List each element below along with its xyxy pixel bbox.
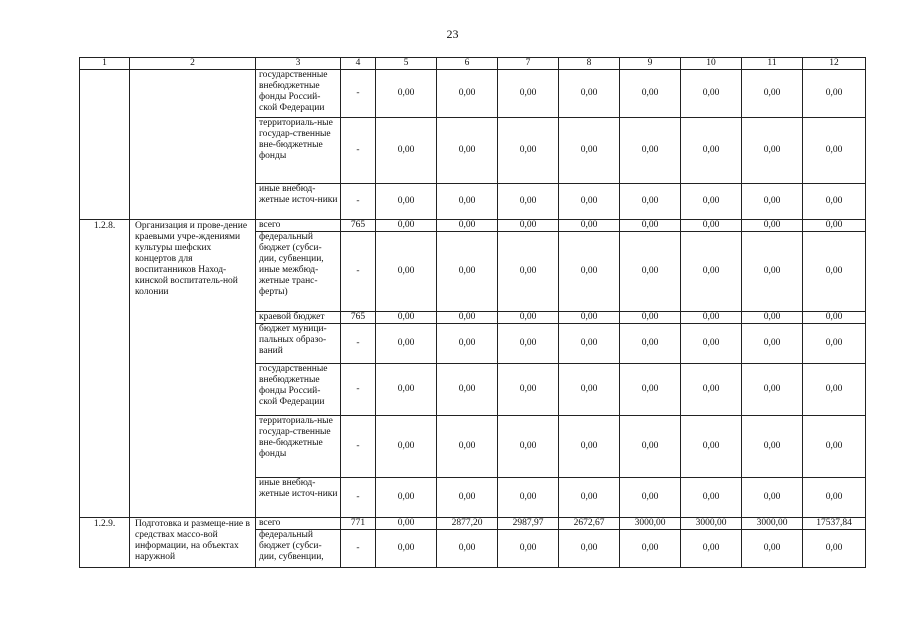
amount-cell: 0,00	[620, 70, 681, 118]
amount-cell: 0,00	[498, 416, 559, 478]
amount-cell: 0,00	[620, 220, 681, 232]
funding-source-cell: территориаль-ные государ-ственные вне-бюджетные фонды	[256, 416, 341, 478]
amount-cell: 0,00	[376, 324, 437, 364]
amount-cell: 0,00	[803, 416, 866, 478]
item-number-cell: 1.2.8.	[80, 220, 130, 518]
amount-cell: 0,00	[559, 416, 620, 478]
amount-cell: 0,00	[437, 364, 498, 416]
amount-cell: 0,00	[742, 530, 803, 568]
activity-name-cell: Подготовка и размеще-ние в средствах массо-вой информации, на объектах наружной	[130, 518, 256, 568]
code-cell: -	[341, 324, 376, 364]
amount-cell: 0,00	[742, 364, 803, 416]
code-cell: -	[341, 118, 376, 184]
amount-cell: 0,00	[437, 530, 498, 568]
item-number-cell: 1.2.9.	[80, 518, 130, 568]
amount-cell: 0,00	[376, 220, 437, 232]
amount-cell: 0,00	[559, 220, 620, 232]
amount-cell: 0,00	[498, 530, 559, 568]
amount-cell: 0,00	[498, 184, 559, 220]
funding-source-cell: всего	[256, 220, 341, 232]
amount-cell: 0,00	[498, 70, 559, 118]
code-cell: -	[341, 364, 376, 416]
amount-cell: 0,00	[620, 530, 681, 568]
amount-cell: 0,00	[437, 478, 498, 518]
amount-cell: 0,00	[376, 70, 437, 118]
amount-cell: 0,00	[620, 324, 681, 364]
header-cell: 11	[742, 58, 803, 70]
header-cell: 7	[498, 58, 559, 70]
header-cell: 10	[681, 58, 742, 70]
amount-cell: 0,00	[498, 324, 559, 364]
amount-cell: 0,00	[376, 530, 437, 568]
table-row	[80, 518, 866, 530]
amount-cell: 0,00	[681, 184, 742, 220]
amount-cell: 0,00	[498, 118, 559, 184]
amount-cell: 0,00	[498, 232, 559, 312]
code-cell: -	[341, 478, 376, 518]
amount-cell: 0,00	[376, 478, 437, 518]
amount-cell: 0,00	[742, 220, 803, 232]
table-body	[80, 58, 866, 568]
code-cell: 765	[341, 312, 376, 324]
amount-cell: 0,00	[742, 478, 803, 518]
code-cell: 765	[341, 220, 376, 232]
amount-cell: 0,00	[803, 530, 866, 568]
amount-cell: 0,00	[437, 232, 498, 312]
amount-cell: 0,00	[742, 232, 803, 312]
amount-cell: 0,00	[437, 184, 498, 220]
amount-cell: 0,00	[620, 312, 681, 324]
header-cell: 12	[803, 58, 866, 70]
amount-cell: 0,00	[742, 312, 803, 324]
amount-cell: 0,00	[376, 184, 437, 220]
code-cell: -	[341, 530, 376, 568]
amount-cell: 0,00	[681, 530, 742, 568]
amount-cell: 0,00	[803, 184, 866, 220]
budget-table	[79, 57, 866, 568]
amount-cell: 0,00	[803, 70, 866, 118]
amount-cell: 2987,97	[498, 518, 559, 530]
amount-cell: 0,00	[620, 478, 681, 518]
amount-cell: 0,00	[620, 118, 681, 184]
amount-cell: 0,00	[376, 232, 437, 312]
amount-cell: 0,00	[742, 184, 803, 220]
activity-name-cell: Организация и прове-дение краевыми учре-ждениями культуры шефских концертов для воспитанников Наход-кинской воспитатель-ной колонии	[130, 220, 256, 518]
funding-source-cell: государственные внебюджетные фонды Россий-ской Федерации	[256, 70, 341, 118]
header-cell: 9	[620, 58, 681, 70]
amount-cell: 0,00	[681, 416, 742, 478]
amount-cell: 0,00	[742, 324, 803, 364]
amount-cell: 0,00	[376, 118, 437, 184]
amount-cell: 0,00	[437, 220, 498, 232]
funding-source-cell: всего	[256, 518, 341, 530]
header-cell: 1	[80, 58, 130, 70]
amount-cell: 0,00	[681, 232, 742, 312]
amount-cell: 0,00	[803, 220, 866, 232]
amount-cell: 0,00	[681, 364, 742, 416]
amount-cell: 0,00	[803, 478, 866, 518]
amount-cell: 0,00	[803, 324, 866, 364]
amount-cell: 0,00	[559, 118, 620, 184]
header-cell: 8	[559, 58, 620, 70]
amount-cell: 0,00	[376, 364, 437, 416]
amount-cell: 17537,84	[803, 518, 866, 530]
header-cell: 6	[437, 58, 498, 70]
amount-cell: 0,00	[437, 118, 498, 184]
table-row	[80, 70, 866, 118]
code-cell: -	[341, 416, 376, 478]
amount-cell: 0,00	[559, 70, 620, 118]
funding-source-cell: иные внебюд-жетные источ-ники	[256, 478, 341, 518]
amount-cell: 0,00	[559, 324, 620, 364]
header-row	[80, 58, 866, 70]
amount-cell: 0,00	[559, 530, 620, 568]
code-cell: -	[341, 232, 376, 312]
amount-cell: 0,00	[803, 232, 866, 312]
amount-cell: 2672,67	[559, 518, 620, 530]
amount-cell: 0,00	[437, 324, 498, 364]
code-cell: 771	[341, 518, 376, 530]
funding-source-cell: территориаль-ные государ-ственные вне-бюджетные фонды	[256, 118, 341, 184]
amount-cell: 0,00	[437, 416, 498, 478]
page-number: 23	[446, 27, 459, 41]
amount-cell: 0,00	[559, 478, 620, 518]
amount-cell: 0,00	[559, 232, 620, 312]
amount-cell: 0,00	[803, 312, 866, 324]
amount-cell: 0,00	[498, 220, 559, 232]
amount-cell: 0,00	[620, 184, 681, 220]
amount-cell: 0,00	[681, 118, 742, 184]
funding-source-cell: государственные внебюджетные фонды Россий-ской Федерации	[256, 364, 341, 416]
amount-cell: 0,00	[681, 70, 742, 118]
amount-cell: 0,00	[742, 416, 803, 478]
amount-cell: 0,00	[498, 364, 559, 416]
amount-cell: 0,00	[498, 312, 559, 324]
amount-cell: 0,00	[376, 312, 437, 324]
funding-source-cell: краевой бюджет	[256, 312, 341, 324]
amount-cell: 0,00	[559, 184, 620, 220]
amount-cell: 0,00	[498, 478, 559, 518]
code-cell: -	[341, 70, 376, 118]
amount-cell: 0,00	[620, 416, 681, 478]
amount-cell: 0,00	[681, 324, 742, 364]
amount-cell: 3000,00	[620, 518, 681, 530]
amount-cell: 0,00	[559, 364, 620, 416]
amount-cell: 0,00	[620, 232, 681, 312]
header-cell: 4	[341, 58, 376, 70]
amount-cell: 2877,20	[437, 518, 498, 530]
funding-source-cell: федеральный бюджет (субси-дии, субвенции,	[256, 530, 341, 568]
funding-source-cell: иные внебюд-жетные источ-ники	[256, 184, 341, 220]
amount-cell: 3000,00	[742, 518, 803, 530]
amount-cell: 0,00	[681, 478, 742, 518]
amount-cell: 0,00	[803, 118, 866, 184]
item-number-cell	[80, 70, 130, 220]
amount-cell: 0,00	[803, 364, 866, 416]
amount-cell: 0,00	[681, 220, 742, 232]
amount-cell: 3000,00	[681, 518, 742, 530]
amount-cell: 0,00	[620, 364, 681, 416]
amount-cell: 0,00	[559, 312, 620, 324]
code-cell: -	[341, 184, 376, 220]
funding-source-cell: бюджет муници-пальных образо-ваний	[256, 324, 341, 364]
header-cell: 5	[376, 58, 437, 70]
activity-name-cell	[130, 70, 256, 220]
amount-cell: 0,00	[376, 518, 437, 530]
amount-cell: 0,00	[437, 70, 498, 118]
amount-cell: 0,00	[681, 312, 742, 324]
amount-cell: 0,00	[376, 416, 437, 478]
table-row	[80, 220, 866, 232]
amount-cell: 0,00	[742, 70, 803, 118]
amount-cell: 0,00	[437, 312, 498, 324]
funding-source-cell: федеральный бюджет (субси-дии, субвенции, иные межбюд-жетные транс-ферты)	[256, 232, 341, 312]
amount-cell: 0,00	[742, 118, 803, 184]
header-cell: 3	[256, 58, 341, 70]
header-cell: 2	[130, 58, 256, 70]
